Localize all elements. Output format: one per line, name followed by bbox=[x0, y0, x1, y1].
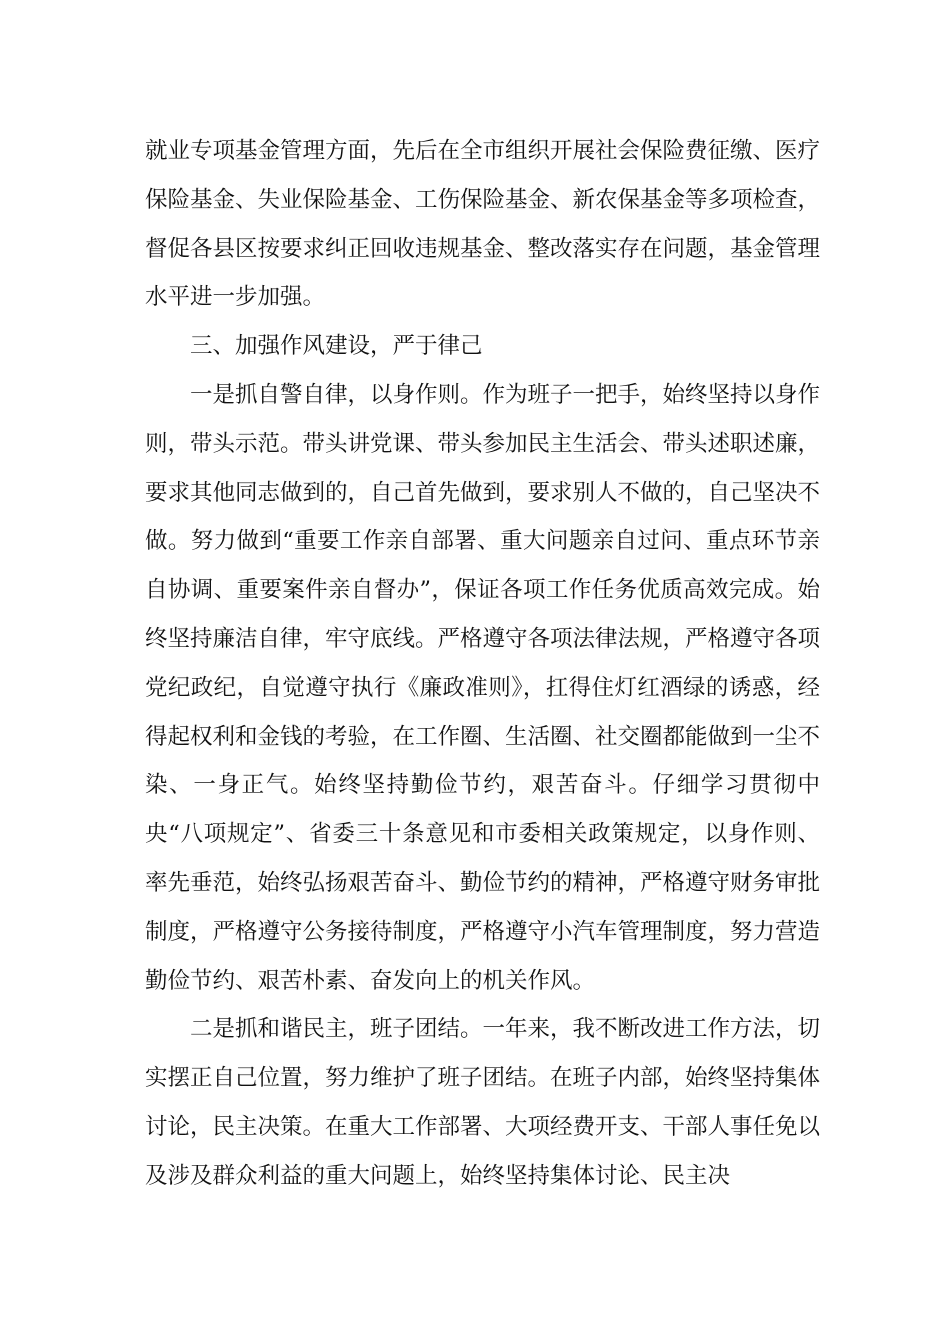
document-body bbox=[145, 127, 820, 1201]
paragraph-self-discipline: 一是抓自警自律，以身作则。作为班子一把手，始终坚持以身作则，带头示范。带头讲党课、带头参加民主生活会、带头述职述廉，要求其他同志做到的，自己首先做到，要求别人不做的，自己坚决不做。努力做到“重要工作亲自部署、重大问题亲自过问、重点环节亲自协调、重要案件亲自督办”，保证各项工作任务优质高效完成。始终坚持廉洁自律，牢守底线。严格遵守各项法律法规，严格遵守各项党纪政纪，自觉遵守执行《廉政准则》，扛得住灯红酒绿的诱惑，经得起权利和金钱的考验，在工作圈、生活圈、社交圈都能做到一尘不染、一身正气。始终坚持勤俭节约，艰苦奋斗。仔细学习贯彻中央“八项规定”、省委三十条意见和市委相关政策规定，以身作则、率先垂范，始终弘扬艰苦奋斗、勤俭节约的精神，严格遵守财务审批制度，严格遵守公务接待制度，严格遵守小汽车管理制度，努力营造勤俭节约、艰苦朴素、奋发向上的机关作风。 bbox=[145, 381, 821, 994]
paragraph-team-unity: 二是抓和谐民主，班子团结。一年来，我不断改进工作方法，切实摆正自己位置，努力维护了班子团结。在班子内部，始终坚持集体讨论，民主决策。在重大工作部署、大项经费开支、干部人事任免以及涉及群众利益的重大问题上，始终坚持集体讨论、民主决 bbox=[145, 1016, 821, 1189]
section-heading: 三、加强作风建设，严于律己 bbox=[190, 333, 483, 360]
paragraph-continuation: 就业专项基金管理方面，先后在全市组织开展社会保险费征缴、医疗保险基金、失业保险基金、工伤保险基金、新农保基金等多项检查，督促各县区按要求纠正回收违规基金、整改落实存在问题，基金管理水平进一步加强。 bbox=[145, 138, 821, 311]
